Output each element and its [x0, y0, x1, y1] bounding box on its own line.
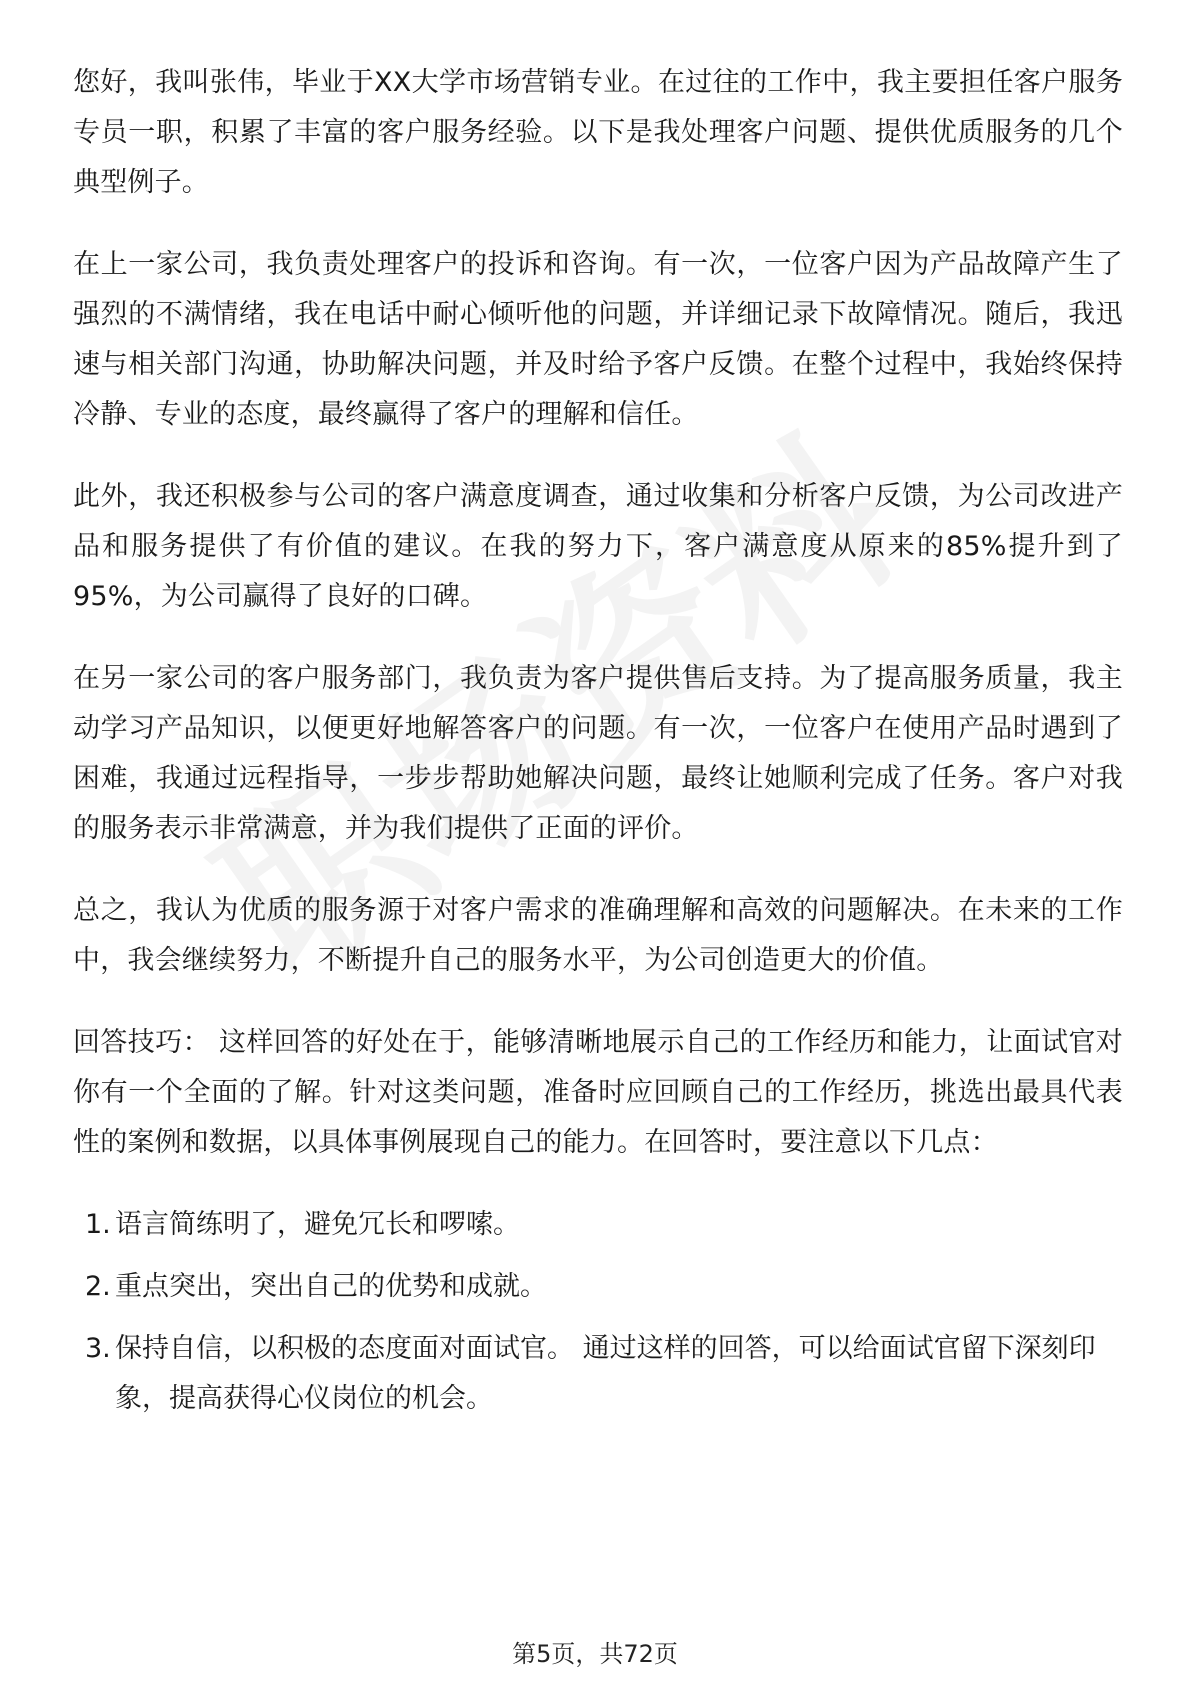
paragraph-complaint-example: 在上一家公司，我负责处理客户的投诉和咨询。有一次，一位客户因为产品故障产生了强烈的不满情绪，我在电话中耐心倾听他的问题，并详细记录下故障情况。随后，我迅速与相关部门沟通，协助解决问题，并及时给予客户反馈。在整个过程中，我始终保持冷静、专业的态度，最终赢得了客户的理解和信任。 [73, 249, 1123, 430]
paragraph-conclusion: 总之，我认为优质的服务源于对客户需求的准确理解和高效的问题解决。在未来的工作中，我会继续努力，不断提升自己的服务水平，为公司创造更大的价值。 [73, 895, 1123, 976]
paragraph-intro: 您好，我叫张伟，毕业于XX大学市场营销专业。在过往的工作中，我主要担任客户服务专员一职，积累了丰富的客户服务经验。以下是我处理客户问题、提供优质服务的几个典型例子。 [73, 67, 1123, 198]
list-item [73, 1324, 1123, 1424]
list-item [73, 1200, 1123, 1250]
list-item-text: 保持自信，以积极的态度面对面试官。 通过这样的回答，可以给面试官留下深刻印象，提高获得心仪岗位的机会。 [115, 1333, 1096, 1414]
paragraph-after-sales: 在另一家公司的客户服务部门，我负责为客户提供售后支持。为了提高服务质量，我主动学习产品知识，以便更好地解答客户的问题。有一次，一位客户在使用产品时遇到了困难，我通过远程指导，一步步帮助她解决问题，最终让她顺利完成了任务。客户对我的服务表示非常满意，并为我们提供了正面的评价。 [73, 663, 1123, 844]
paragraph-answer-tips: 回答技巧： 这样回答的好处在于，能够清晰地展示自己的工作经历和能力，让面试官对你有一个全面的了解。针对这类问题，准备时应回顾自己的工作经历，挑选出最具代表性的案例和数据，以具体事例展现自己的能力。在回答时，要注意以下几点： [73, 1027, 1123, 1158]
list-item [73, 1262, 1123, 1312]
tips-list [73, 1200, 1123, 1424]
document-body [73, 58, 1123, 1436]
list-item-number: 3. [85, 1333, 111, 1364]
paragraph-satisfaction-survey: 此外，我还积极参与公司的客户满意度调查，通过收集和分析客户反馈，为公司改进产品和服务提供了有价值的建议。在我的努力下，客户满意度从原来的85%提升到了95%，为公司赢得了良好的口碑。 [73, 481, 1123, 612]
list-item-number: 1. [85, 1209, 111, 1240]
list-item-text: 重点突出，突出自己的优势和成就。 [115, 1271, 547, 1302]
list-item-number: 2. [85, 1271, 111, 1302]
page-number-footer: 第5页，共72页 [512, 1640, 678, 1668]
list-item-text: 语言简练明了，避免冗长和啰嗦。 [115, 1209, 520, 1240]
